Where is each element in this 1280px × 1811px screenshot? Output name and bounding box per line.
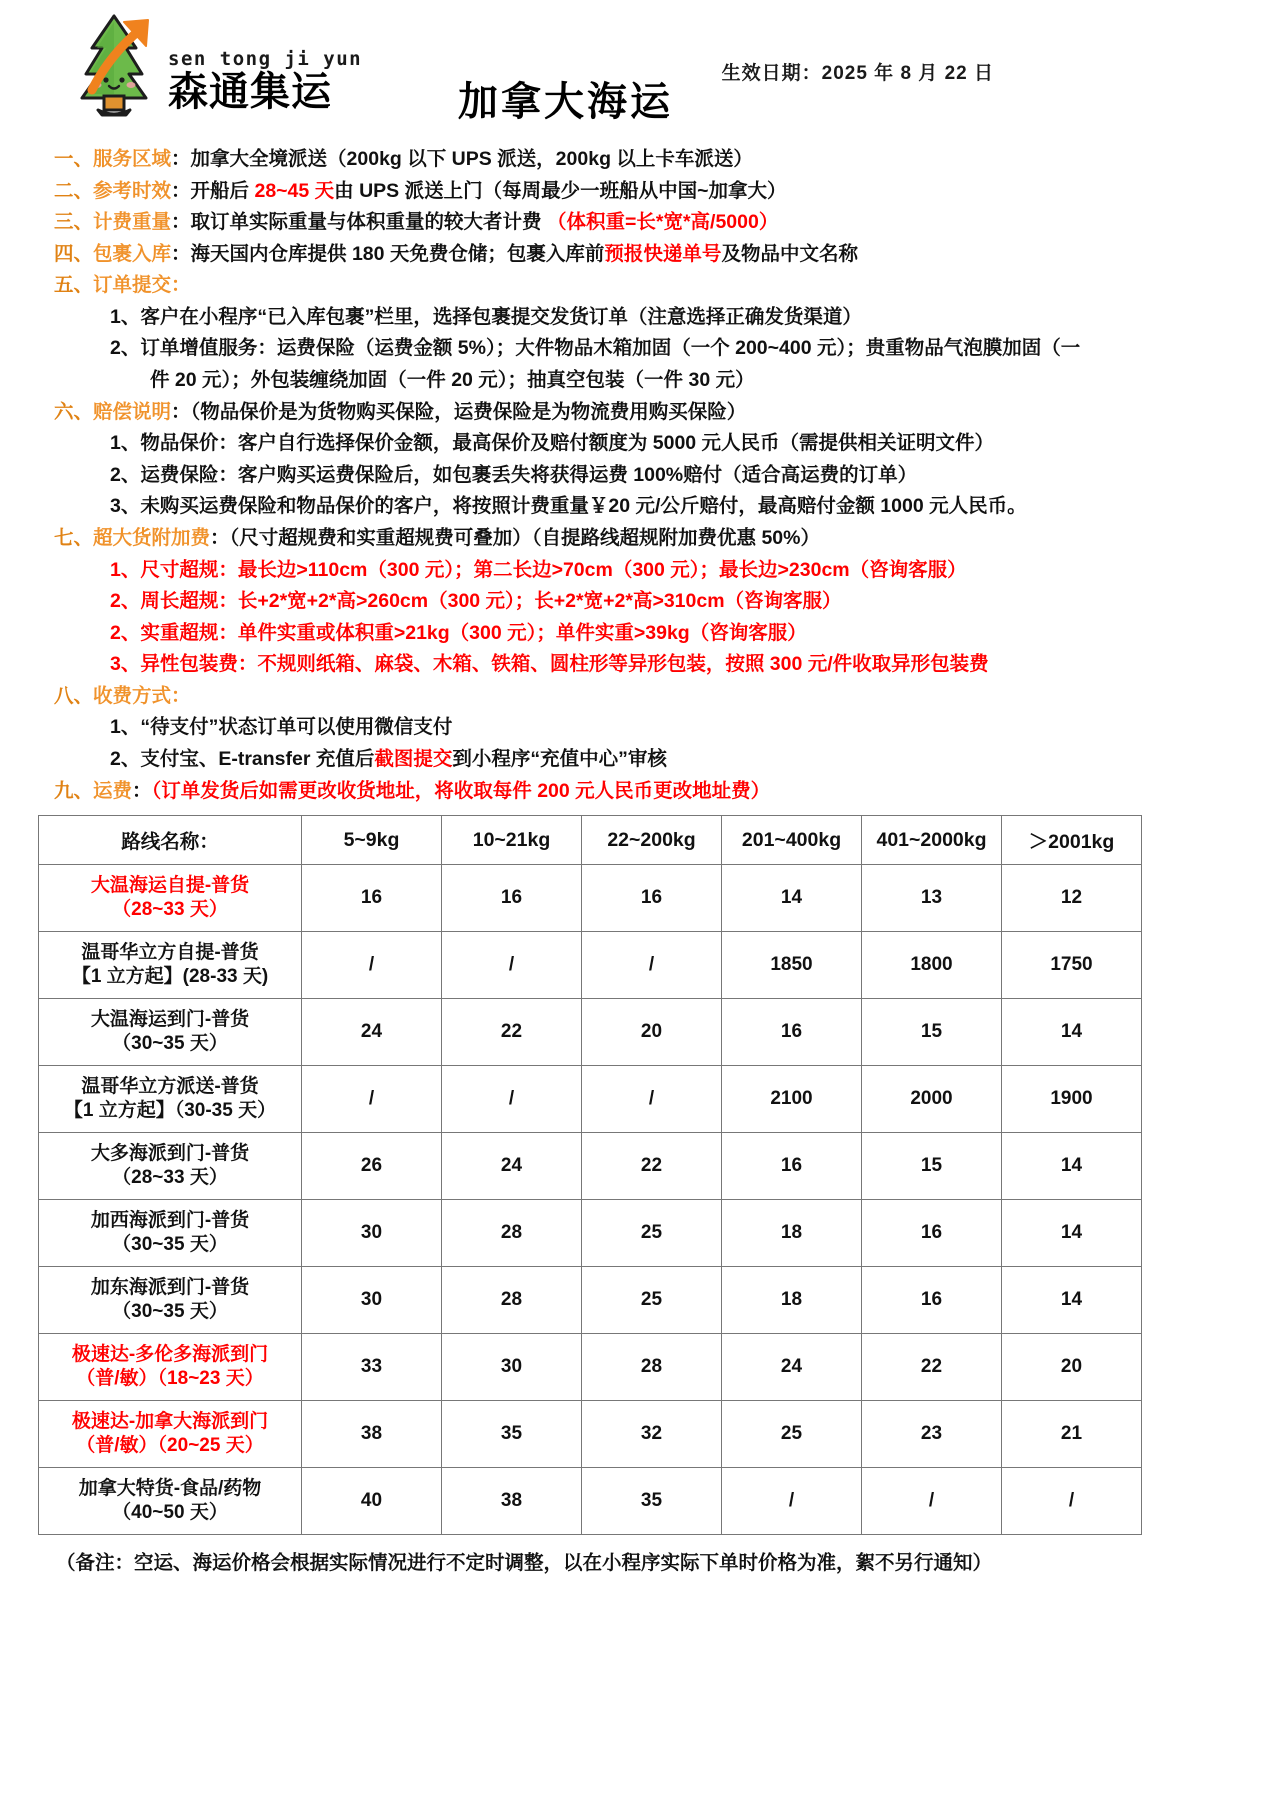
route-name-cell <box>39 932 302 999</box>
term-body-pre: 开船后 <box>190 179 255 202</box>
column-header-weight-5: 401~2000kg <box>862 816 1002 865</box>
rate-cell: 16 <box>862 1200 1002 1267</box>
route-name-line2: （40~50 天） <box>112 1502 228 1524</box>
term-separator: ： <box>171 179 191 202</box>
rate-cell: 21 <box>1002 1401 1142 1468</box>
rate-cell: 25 <box>582 1200 722 1267</box>
term-number: 四、 <box>54 242 94 265</box>
rate-cell: / <box>302 1066 442 1133</box>
rate-cell: 38 <box>442 1468 582 1535</box>
rate-cell: 14 <box>1002 1200 1142 1267</box>
term-service-area <box>38 144 1242 176</box>
rate-cell: 14 <box>1002 1133 1142 1200</box>
term-highlight: （体积重=长*宽*高/5000） <box>546 211 779 234</box>
route-name-line1: 温哥华立方派送-普货 <box>81 1075 259 1097</box>
rate-cell: 24 <box>302 999 442 1066</box>
route-name-cell <box>39 1133 302 1200</box>
rate-cell: 16 <box>582 865 722 932</box>
rate-cell: 38 <box>302 1401 442 1468</box>
route-name-line1: 加拿大特货-食品/药物 <box>78 1477 262 1499</box>
rate-cell: 35 <box>442 1401 582 1468</box>
term-body-pre: 海天国内仓库提供 180 天免费仓储；包裹入库前 <box>190 242 605 265</box>
rate-cell: 1750 <box>1002 932 1142 999</box>
route-name-cell <box>39 865 302 932</box>
route-name-line1: 温哥华立方自提-普货 <box>81 941 259 963</box>
term-body-pre: 取订单实际重量与体积重量的较大者计费 <box>190 211 547 234</box>
rate-cell: 1850 <box>722 932 862 999</box>
route-name-cell <box>39 1200 302 1267</box>
rate-cell: / <box>582 932 722 999</box>
route-name-line2: 【1 立方起】(28-33 天) <box>71 966 269 988</box>
term-heading: 赔偿说明 <box>93 400 172 423</box>
rate-cell: 22 <box>442 999 582 1066</box>
term-item-highlight: 截图提交 <box>374 747 453 770</box>
term-separator: ： <box>132 779 152 802</box>
rate-cell: / <box>1002 1468 1142 1535</box>
table-row <box>39 1468 1142 1535</box>
term-heading: 参考时效 <box>93 179 172 202</box>
term-item: 1、“待支付”状态订单可以使用微信支付 <box>110 716 453 739</box>
term-separator: ： <box>171 400 191 423</box>
rate-cell: 25 <box>582 1267 722 1334</box>
rate-cell: 16 <box>442 865 582 932</box>
rate-cell: / <box>862 1468 1002 1535</box>
term-oversize-surcharge <box>38 523 1242 555</box>
term-item: 2、周长超规：长+2*宽+2*高>260cm（300 元）；长+2*宽+2*高>310cm（咨询客服） <box>110 590 842 613</box>
term-heading: 服务区域 <box>93 148 172 170</box>
column-header-weight-3: 22~200kg <box>582 816 722 865</box>
term-number: 一、 <box>54 148 94 170</box>
term-separator: ： <box>171 274 191 297</box>
term-number: 六、 <box>54 400 94 423</box>
rate-cell: 16 <box>302 865 442 932</box>
term-item: 1、尺寸超规：最长边>110cm（300 元）；第二长边>70cm（300 元）；最长边>230cm（咨询客服） <box>110 558 967 581</box>
table-header-row <box>39 816 1142 865</box>
term-item: 2、运费保险：客户购买运费保险后，如包裹丢失将获得运费 100%赔付（适合高运费的订单） <box>110 463 918 486</box>
table-row <box>39 1334 1142 1401</box>
term-body: （尺寸超规费和实重超规费可叠加）（自提路线超规附加费优惠 50%） <box>229 526 820 549</box>
page-title: 加拿大海运 <box>458 80 673 124</box>
rate-cell: 25 <box>722 1401 862 1468</box>
pine-tree-with-arrow-icon <box>66 8 162 118</box>
term-compensation <box>38 397 1242 429</box>
term-body-post: 由 UPS 派送上门（每周最少一班船从中国~加拿大） <box>334 179 787 202</box>
term-separator: ： <box>210 526 230 549</box>
route-name-cell <box>39 1468 302 1535</box>
term-separator: ： <box>171 211 191 234</box>
rate-cell: 16 <box>722 1133 862 1200</box>
rate-cell: 14 <box>722 865 862 932</box>
rate-cell: 18 <box>722 1267 862 1334</box>
term-item <box>38 744 1242 776</box>
rate-cell: 16 <box>862 1267 1002 1334</box>
column-header-route: 路线名称： <box>39 816 302 865</box>
term-item: 2、实重超规：单件实重或体积重>21kg（300 元）；单件实重>39kg（咨询客服） <box>110 621 807 644</box>
term-number: 九、 <box>54 779 94 802</box>
terms-section <box>38 144 1242 807</box>
route-name-line1: 大温海运自提-普货 <box>90 874 250 896</box>
column-header-weight-1: 5~9kg <box>302 816 442 865</box>
route-name-cell <box>39 1267 302 1334</box>
brand-name: 森通集运 <box>168 70 332 114</box>
route-name-cell <box>39 999 302 1066</box>
term-item-pre: 2、支付宝、E-transfer 充值后 <box>110 747 375 770</box>
rate-cell: 23 <box>862 1401 1002 1468</box>
table-row <box>39 1267 1142 1334</box>
term-item: 1、物品保价：客户自行选择保价金额，最高保价及赔付额度为 5000 元人民币（需提供相关证明文件） <box>110 432 995 455</box>
rate-cell: 1800 <box>862 932 1002 999</box>
term-warehouse-intake <box>38 239 1242 271</box>
route-name-line1: 加东海派到门-普货 <box>90 1276 250 1298</box>
term-number: 七、 <box>54 526 94 549</box>
route-name-line2: （28~33 天） <box>112 1167 228 1189</box>
route-name-line2: 【1 立方起】（30-35 天） <box>63 1100 277 1122</box>
term-item: 3、未购买运费保险和物品保价的客户，将按照计费重量￥20 元/公斤赔付，最高赔付金额 1000 元人民币。 <box>110 495 1027 518</box>
route-name-line1: 加西海派到门-普货 <box>90 1209 250 1231</box>
rate-cell: 14 <box>1002 999 1142 1066</box>
rate-cell: 15 <box>862 999 1002 1066</box>
term-body: 加拿大全境派送（200kg 以下 UPS 派送，200kg 以上卡车派送） <box>190 148 753 170</box>
table-body <box>39 865 1142 1535</box>
rate-cell: 22 <box>862 1334 1002 1401</box>
term-heading: 订单提交 <box>93 274 172 297</box>
page-header <box>38 0 1242 138</box>
rate-cell: 24 <box>722 1334 862 1401</box>
term-separator: ： <box>171 684 191 707</box>
rate-cell: 30 <box>302 1267 442 1334</box>
term-heading: 包裹入库 <box>93 242 172 265</box>
route-name-line1: 大温海运到门-普货 <box>90 1008 250 1030</box>
brand-pinyin: sen tong ji yun <box>168 48 363 70</box>
term-highlight: 预报快递单号 <box>604 242 722 265</box>
term-number: 三、 <box>54 211 94 234</box>
rate-cell: 28 <box>582 1334 722 1401</box>
term-item: 3、异性包装费：不规则纸箱、麻袋、木箱、铁箱、圆柱形等异形包装，按照 300 元/件收取异形包装费 <box>110 653 989 676</box>
term-transit-time <box>38 176 1242 208</box>
rate-cell: 18 <box>722 1200 862 1267</box>
rate-cell: 2100 <box>722 1066 862 1133</box>
rate-table <box>38 815 1142 1535</box>
term-item: 1、客户在小程序“已入库包裹”栏里，选择包裹提交发货订单（注意选择正确发货渠道） <box>110 305 862 328</box>
route-name-line2: （30~35 天） <box>112 1033 228 1055</box>
rate-cell: 14 <box>1002 1267 1142 1334</box>
brand-text <box>168 48 362 118</box>
column-header-weight-2: 10~21kg <box>442 816 582 865</box>
rate-cell: 30 <box>302 1200 442 1267</box>
rate-cell: 20 <box>1002 1334 1142 1401</box>
term-highlight: 28~45 天 <box>254 179 335 202</box>
rate-cell: / <box>442 932 582 999</box>
rate-cell: 26 <box>302 1133 442 1200</box>
route-name-cell <box>39 1334 302 1401</box>
brand-logo <box>66 8 362 118</box>
table-row <box>39 1401 1142 1468</box>
rate-cell: / <box>582 1066 722 1133</box>
route-name-cell <box>39 1066 302 1133</box>
rate-cell: 22 <box>582 1133 722 1200</box>
table-row <box>39 865 1142 932</box>
table-row <box>39 932 1142 999</box>
route-name-line1: 极速达-多伦多海派到门 <box>71 1343 269 1365</box>
route-name-line1: 大多海派到门-普货 <box>90 1142 250 1164</box>
rate-cell: 12 <box>1002 865 1142 932</box>
rate-cell: 35 <box>582 1468 722 1535</box>
rate-cell: / <box>442 1066 582 1133</box>
footer-note: （备注：空运、海运价格会根据实际情况进行不定时调整，以在小程序实际下单时价格为准，絮不另行通知） <box>56 1552 993 1575</box>
rate-cell: 32 <box>582 1401 722 1468</box>
rate-cell: 30 <box>442 1334 582 1401</box>
rate-cell: 28 <box>442 1267 582 1334</box>
rate-cell: 33 <box>302 1334 442 1401</box>
rate-cell: / <box>722 1468 862 1535</box>
term-body-post: 及物品中文名称 <box>721 242 858 265</box>
term-heading: 收费方式 <box>93 684 172 707</box>
rate-cell: 1900 <box>1002 1066 1142 1133</box>
term-number: 二、 <box>54 179 94 202</box>
rate-cell: 13 <box>862 865 1002 932</box>
route-name-line1: 极速达-加拿大海派到门 <box>71 1410 269 1432</box>
term-separator: ： <box>171 242 191 265</box>
term-number: 八、 <box>54 684 94 707</box>
route-name-cell <box>39 1401 302 1468</box>
term-item: 件 20 元）；外包装缠绕加固（一件 20 元）；抽真空包装（一件 30 元） <box>150 369 755 392</box>
term-separator: ： <box>171 148 191 170</box>
term-heading: 超大货附加费 <box>93 526 211 549</box>
table-row <box>39 1200 1142 1267</box>
effective-date: 生效日期：2025 年 8 月 22 日 <box>721 63 994 84</box>
table-row <box>39 1066 1142 1133</box>
route-name-line2: （30~35 天） <box>112 1301 228 1323</box>
route-name-line2: （28~33 天） <box>112 899 228 921</box>
term-item-post: 到小程序“充值中心”审核 <box>452 747 667 770</box>
term-heading: 计费重量 <box>93 211 172 234</box>
rate-cell: 20 <box>582 999 722 1066</box>
term-chargeable-weight <box>38 207 1242 239</box>
term-order-submission <box>38 270 1242 302</box>
route-name-line2: （30~35 天） <box>112 1234 228 1256</box>
route-name-line2: （普/敏）（20~25 天） <box>76 1435 264 1457</box>
route-name-line2: （普/敏）（18~23 天） <box>76 1368 264 1390</box>
column-header-weight-6: ＞2001kg <box>1002 816 1142 865</box>
rate-cell: 24 <box>442 1133 582 1200</box>
term-highlight: （订单发货后如需更改收货地址，将收取每件 200 元人民币更改地址费） <box>151 779 771 802</box>
rate-cell: / <box>302 932 442 999</box>
rate-cell: 28 <box>442 1200 582 1267</box>
term-heading: 运费 <box>93 779 133 802</box>
term-number: 五、 <box>54 274 94 297</box>
rate-cell: 16 <box>722 999 862 1066</box>
rate-cell: 40 <box>302 1468 442 1535</box>
term-payment-methods <box>38 681 1242 713</box>
rate-cell: 15 <box>862 1133 1002 1200</box>
table-row <box>39 1133 1142 1200</box>
term-item: 2、订单增值服务：运费保险（运费金额 5%）；大件物品木箱加固（一个 200~400 元）；贵重物品气泡膜加固（一 <box>110 337 1081 360</box>
term-freight <box>38 776 1242 808</box>
column-header-weight-4: 201~400kg <box>722 816 862 865</box>
rate-cell: 2000 <box>862 1066 1002 1133</box>
term-body: （物品保价是为货物购买保险，运费保险是为物流费用购买保险） <box>190 400 747 423</box>
table-row <box>39 999 1142 1066</box>
